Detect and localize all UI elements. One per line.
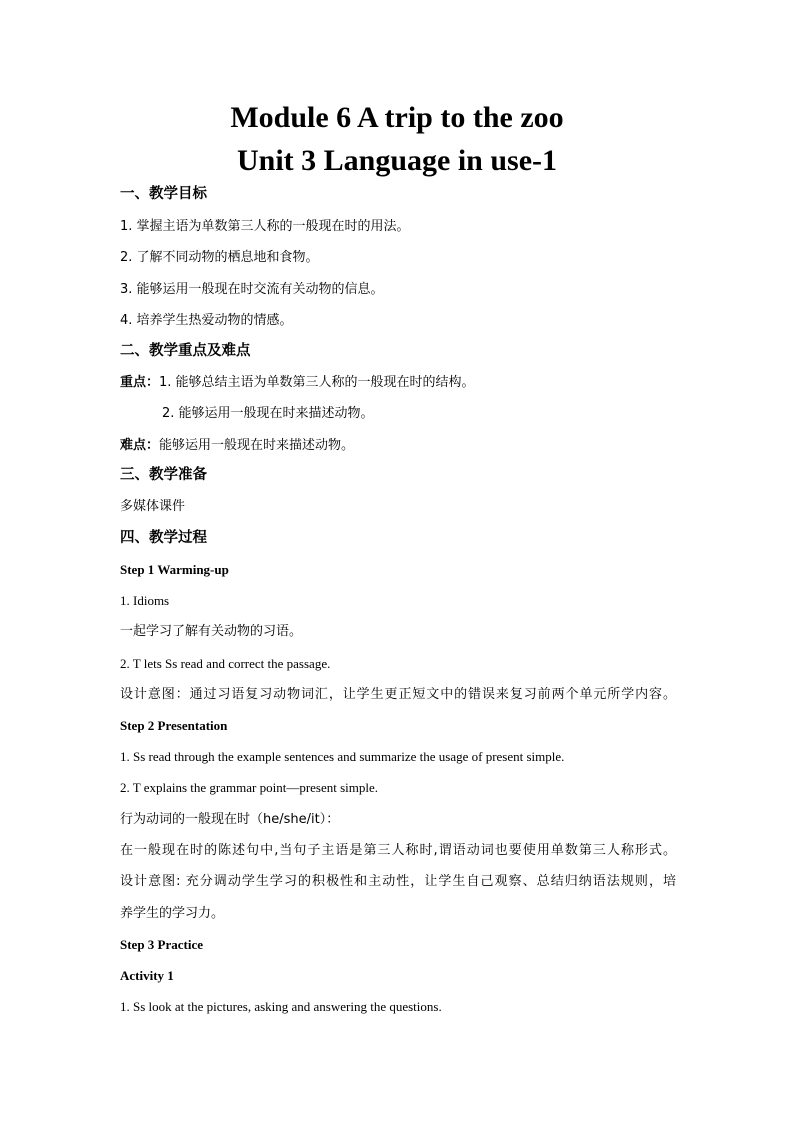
document-title: Module 6 A trip to the zoo (230, 101, 564, 134)
step-line: 2. T explains the grammar point—present simple. (120, 780, 379, 795)
step-title: Step 3 Practice (120, 937, 204, 952)
document-subtitle: Unit 3 Language in use-1 (236, 144, 558, 177)
section-heading-process: 四、教学过程 (120, 529, 207, 546)
step-line: 一起学习了解有关动物的习语。 (120, 624, 303, 639)
section-heading-preparation: 三、教学准备 (120, 466, 207, 483)
objective-item: 1. 掌握主语为单数第三人称的一般现在时的用法。 (120, 219, 410, 234)
design-intent: 设计意图: 充分调动学生学习的积极性和主动性，让学生自己观察、总结归纳语法规则，培 (120, 874, 676, 889)
key-point-item: 2. 能够运用一般现在时来描述动物。 (162, 406, 374, 421)
objective-item: 4. 培养学生热爱动物的情感。 (120, 313, 293, 328)
key-point-item: 1. 能够总结主语为单数第三人称的一般现在时的结构。 (159, 375, 475, 390)
difficulty-text: 能够运用一般现在时来描述动物。 (159, 438, 355, 453)
design-intent: 设计意图：通过习语复习动物词汇，让学生更正短文中的错误来复习前两个单元所学内容。 (120, 687, 676, 702)
key-point-row (120, 374, 475, 392)
step-line: 2. T lets Ss read and correct the passage. (120, 656, 331, 671)
objective-item: 2. 了解不同动物的栖息地和食物。 (120, 250, 319, 265)
section-heading-key-points: 二、教学重点及难点 (120, 342, 251, 359)
design-intent-continued: 养学生的学习力。 (120, 906, 225, 921)
preparation-text: 多媒体课件 (120, 499, 186, 514)
step-line: 1. Ss read through the example sentences and summarize the usage of present simple. (120, 749, 565, 764)
key-point-label: 重点： (120, 375, 160, 390)
step-title: Step 1 Warming-up (120, 562, 229, 577)
step-line: 1. Ss look at the pictures, asking and answering the questions. (120, 999, 442, 1014)
difficulty-row (120, 437, 354, 455)
difficulty-label: 难点： (120, 438, 160, 453)
section-heading-objectives: 一、教学目标 (120, 185, 207, 202)
activity-title: Activity 1 (120, 968, 174, 983)
step-line: 1. Idioms (120, 593, 170, 608)
step-line: 在一般现在时的陈述句中,当句子主语是第三人称时,谓语动词也要使用单数第三人称形式。 (120, 843, 676, 858)
step-title: Step 2 Presentation (120, 718, 228, 733)
objective-item: 3. 能够运用一般现在时交流有关动物的信息。 (120, 282, 384, 297)
step-line: 行为动词的一般现在时（he/she/it）： (120, 812, 340, 827)
